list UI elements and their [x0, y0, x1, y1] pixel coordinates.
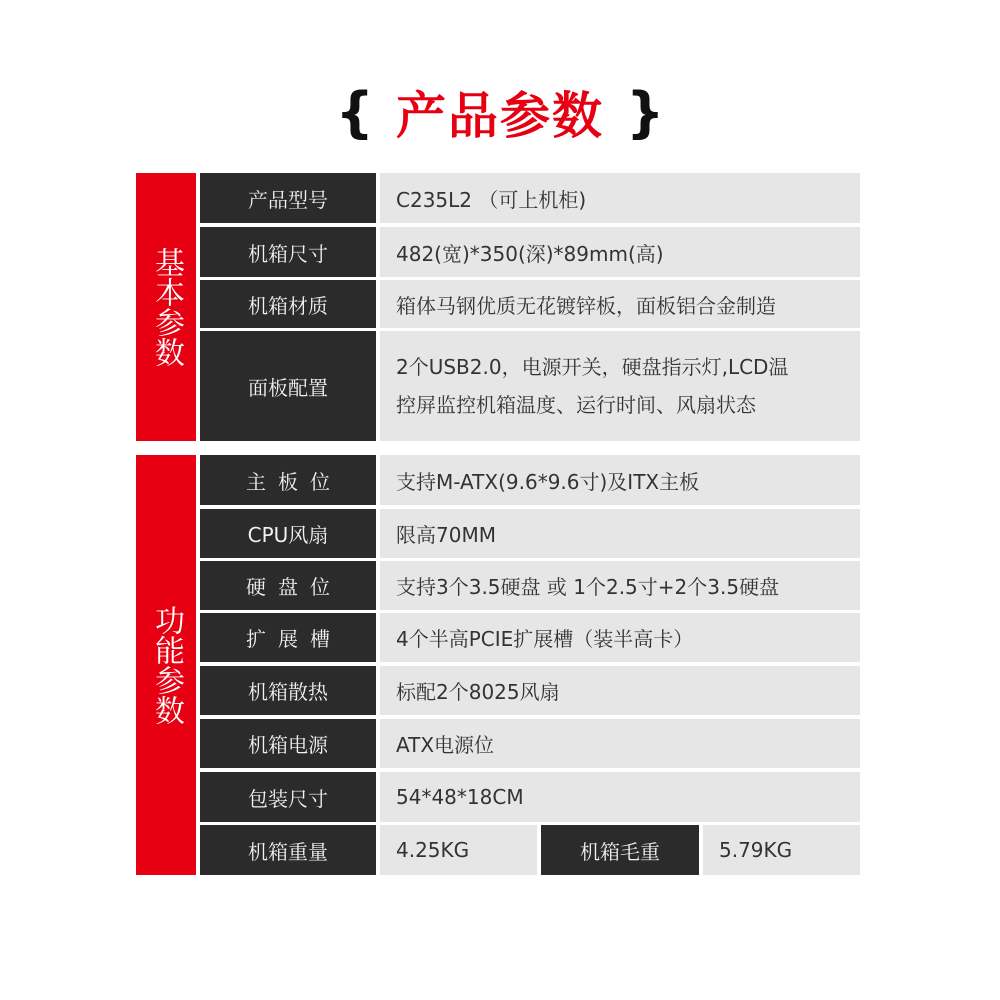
- row-value-net-weight: 4.25KG: [380, 825, 537, 875]
- row-value-psu: ATX电源位: [380, 719, 860, 768]
- row-value-motherboard: 支持M-ATX(9.6*9.6寸)及ITX主板: [380, 455, 860, 505]
- row-value-package: 54*48*18CM: [380, 772, 860, 822]
- row-value-material: 箱体马钢优质无花镀锌板，面板铝合金制造: [380, 280, 860, 328]
- row-label-drive-bay: 硬盘位: [200, 561, 376, 610]
- row-value-model: C235L2 （可上机柜): [380, 173, 860, 223]
- row-value-expansion: 4个半高PCIE扩展槽（装半高卡）: [380, 613, 860, 662]
- row-label-gross-weight: 机箱毛重: [541, 825, 699, 875]
- row-label-package: 包装尺寸: [200, 772, 376, 822]
- row-label-panel: 面板配置: [200, 331, 376, 441]
- row-label-size: 机箱尺寸: [200, 227, 376, 277]
- panel-line-2: 控屏监控机箱温度、运行时间、风扇状态: [396, 393, 756, 417]
- page-title: [0, 72, 1000, 152]
- row-value-cpu-fan: 限高70MM: [380, 509, 860, 558]
- row-label-net-weight: 机箱重量: [200, 825, 376, 875]
- row-label-material: 机箱材质: [200, 280, 376, 328]
- row-value-size: 482(宽)*350(深)*89mm(高): [380, 227, 860, 277]
- row-value-cooling: 标配2个8025风扇: [380, 666, 860, 715]
- row-label-model: 产品型号: [200, 173, 376, 223]
- open-brace: {: [335, 80, 374, 144]
- row-label-motherboard: 主板位: [200, 455, 376, 505]
- row-value-drive-bay: 支持3个3.5硬盘 或 1个2.5寸+2个3.5硬盘: [380, 561, 860, 610]
- row-value-gross-weight: 5.79KG: [703, 825, 860, 875]
- row-label-cpu-fan: CPU风扇: [200, 509, 376, 558]
- panel-line-1: 2个USB2.0，电源开关，硬盘指示灯,LCD温: [396, 355, 789, 379]
- row-label-psu: 机箱电源: [200, 719, 376, 768]
- close-brace: }: [626, 80, 665, 144]
- title-text: 产品参数: [396, 87, 604, 145]
- section-basic-label: 基本参数: [136, 173, 196, 441]
- section-function-label: 功能参数: [136, 455, 196, 875]
- row-label-cooling: 机箱散热: [200, 666, 376, 715]
- row-value-panel: [380, 331, 860, 441]
- row-label-expansion: 扩展槽: [200, 613, 376, 662]
